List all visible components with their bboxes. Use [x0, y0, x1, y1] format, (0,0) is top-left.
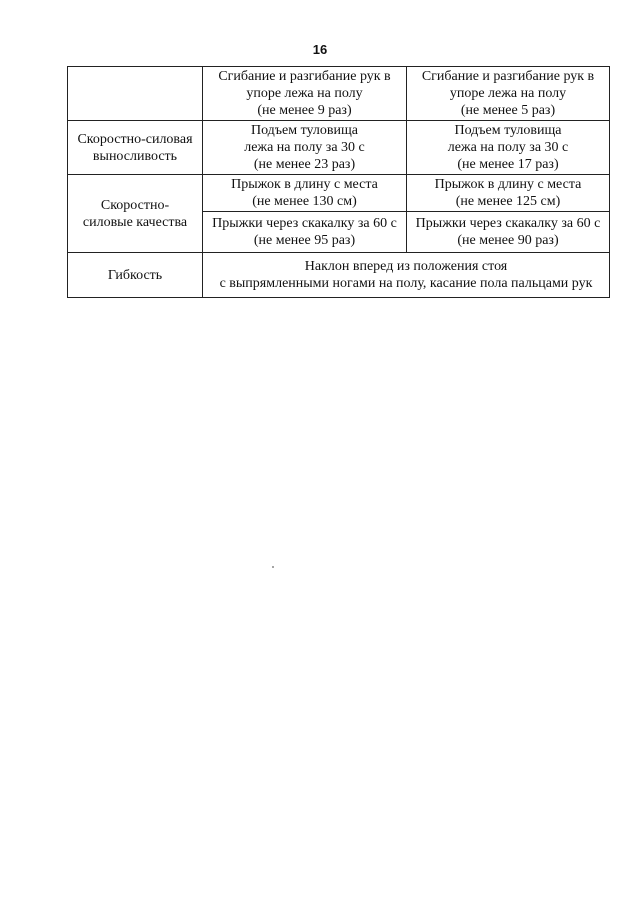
quality-cell	[68, 67, 203, 121]
norm-cell: Прыжки через скакалку за 60 с (не менее 90 раз)	[407, 212, 610, 253]
page-number: 16	[312, 42, 328, 57]
norm-cell-combined: Наклон вперед из положения стоя с выпрямленными ногами на полу, касание пола пальцами рук	[203, 253, 610, 298]
scan-speck	[272, 566, 274, 568]
norm-cell: Подъем туловища лежа на полу за 30 с (не менее 23 раз)	[203, 121, 407, 175]
norm-cell: Прыжки через скакалку за 60 с (не менее 95 раз)	[203, 212, 407, 253]
norm-cell: Прыжок в длину с места (не менее 125 см)	[407, 175, 610, 212]
norm-cell: Сгибание и разгибание рук в упоре лежа на полу (не менее 5 раз)	[407, 67, 610, 121]
quality-cell: Скоростно-силовая выносливость	[68, 121, 203, 175]
table-row	[68, 121, 610, 175]
norm-cell: Прыжок в длину с места (не менее 130 см)	[203, 175, 407, 212]
table-row	[68, 67, 610, 121]
quality-cell: Скоростно- силовые качества	[68, 175, 203, 253]
table-row	[68, 175, 610, 212]
norm-cell: Подъем туловища лежа на полу за 30 с (не менее 17 раз)	[407, 121, 610, 175]
norms-table	[67, 66, 610, 298]
table-row	[68, 253, 610, 298]
norm-cell: Сгибание и разгибание рук в упоре лежа на полу (не менее 9 раз)	[203, 67, 407, 121]
quality-cell: Гибкость	[68, 253, 203, 298]
